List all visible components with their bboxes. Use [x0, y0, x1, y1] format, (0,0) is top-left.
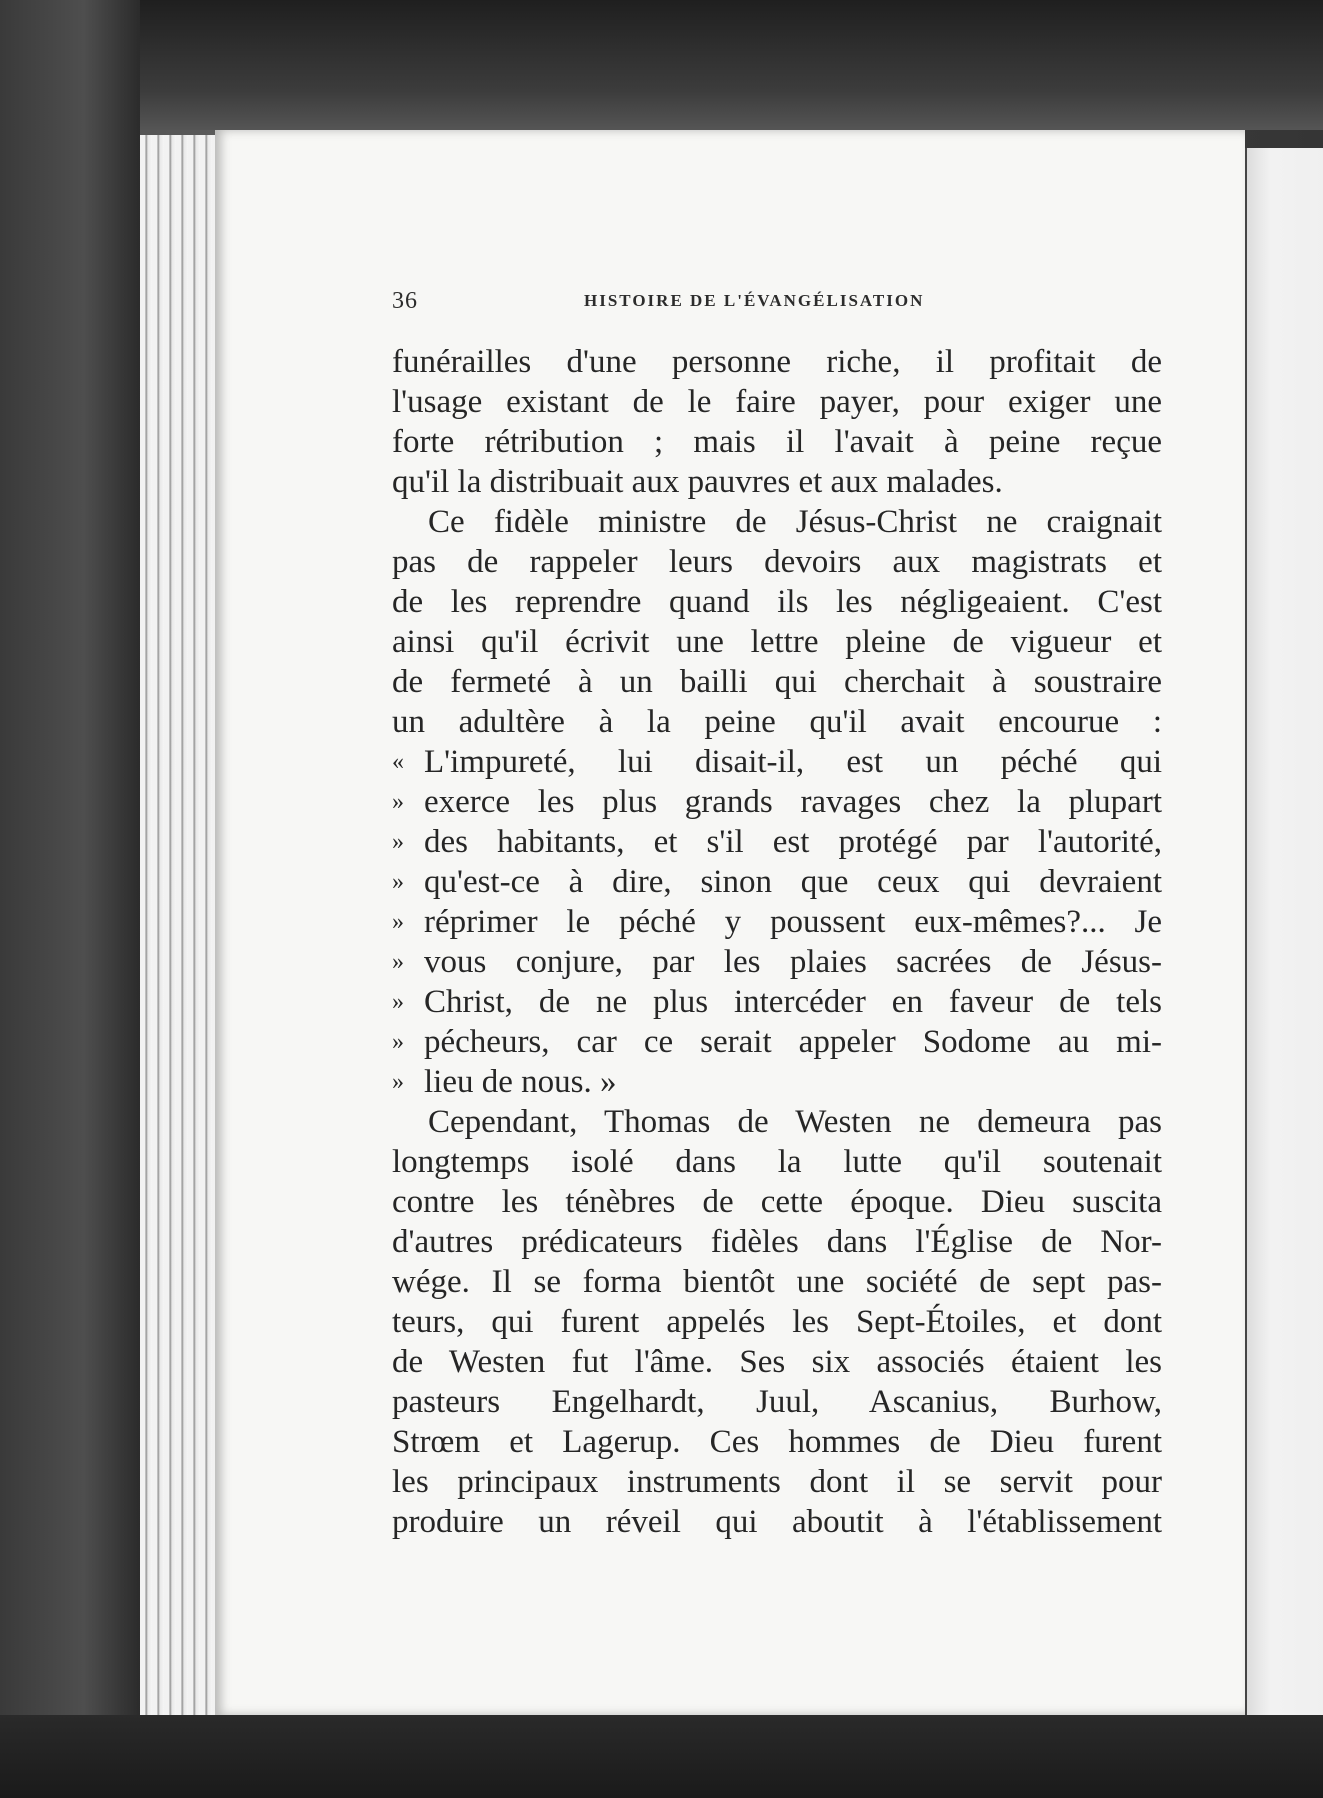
quote-text: lieu de nous. » — [424, 1064, 617, 1100]
text-line: longtemps isolé dans la lutte qu'il soutenait — [392, 1144, 1162, 1180]
text-line: qu'il la distribuait aux pauvres et aux malades. — [392, 464, 1003, 500]
text-line: pasteurs Engelhardt, Juul, Ascanius, Burhow, — [392, 1384, 1162, 1420]
text-line: d'autres prédicateurs fidèles dans l'Église de Nor- — [392, 1224, 1162, 1260]
text-line: pas de rappeler leurs devoirs aux magistrats et — [392, 544, 1162, 580]
paragraph-1 — [392, 342, 1162, 502]
text-line: Ce fidèle ministre de Jésus-Christ ne craignait — [428, 504, 1162, 540]
scan-background-bottom — [0, 1715, 1323, 1798]
quote-line — [392, 942, 1162, 982]
quotation — [392, 742, 1162, 1102]
text-line: les principaux instruments dont il se servit pour — [392, 1464, 1162, 1500]
text-line: Strœm et Lagerup. Ces hommes de Dieu furent — [392, 1424, 1162, 1460]
quote-text: L'impureté, lui disait-il, est un péché qui — [424, 744, 1162, 780]
page-number: 36 — [392, 288, 418, 314]
quote-line — [392, 822, 1162, 862]
text-line: produire un réveil qui aboutit à l'établissement — [392, 1504, 1162, 1540]
text-line: wége. Il se forma bientôt une société de sept pas- — [392, 1264, 1162, 1300]
text-line: Cependant, Thomas de Westen ne demeura pas — [428, 1104, 1162, 1140]
quote-mark: » — [392, 829, 404, 855]
quote-mark: » — [392, 1069, 404, 1095]
quote-text: pécheurs, car ce serait appeler Sodome au mi- — [424, 1024, 1162, 1060]
text-line: de les reprendre quand ils les négligeaient. C'est — [392, 584, 1162, 620]
text-line: de fermeté à un bailli qui cherchait à soustraire — [392, 664, 1162, 700]
quote-line — [392, 782, 1162, 822]
quote-mark: » — [392, 989, 404, 1015]
quote-text: Christ, de ne plus intercéder en faveur de tels — [424, 984, 1162, 1020]
text-line: un adultère à la peine qu'il avait encourue : — [392, 704, 1162, 740]
quote-line — [392, 902, 1162, 942]
body-text — [392, 342, 1162, 1542]
text-line: ainsi qu'il écrivit une lettre pleine de vigueur et — [392, 624, 1162, 660]
paragraph-2 — [392, 502, 1162, 742]
text-line: contre les ténèbres de cette époque. Dieu suscita — [392, 1184, 1162, 1220]
quote-line — [392, 862, 1162, 902]
page-edges-stack — [140, 135, 220, 1715]
scan-background-top — [0, 0, 1323, 130]
text-line: funérailles d'une personne riche, il profitait de — [392, 344, 1162, 380]
quote-mark: » — [392, 869, 404, 895]
quote-line — [392, 742, 1162, 782]
text-line: l'usage existant de le faire payer, pour exiger une — [392, 384, 1162, 420]
quote-mark: » — [392, 949, 404, 975]
running-header — [392, 288, 1152, 318]
running-title: HISTOIRE DE L'ÉVANGÉLISATION — [584, 291, 925, 310]
text-line: forte rétribution ; mais il l'avait à peine reçue — [392, 424, 1162, 460]
quote-mark: » — [392, 789, 404, 815]
paragraph-3 — [392, 1102, 1162, 1542]
quote-text: réprimer le péché y poussent eux-mêmes?... Je — [424, 904, 1162, 940]
quote-mark: » — [392, 909, 404, 935]
quote-text: vous conjure, par les plaies sacrées de Jésus- — [424, 944, 1162, 980]
text-line: teurs, qui furent appelés les Sept-Étoiles, et dont — [392, 1304, 1162, 1340]
quote-line — [392, 982, 1162, 1022]
quote-text: des habitants, et s'il est protégé par l'autorité, — [424, 824, 1162, 860]
text-line: de Westen fut l'âme. Ses six associés étaient les — [392, 1344, 1162, 1380]
quote-text: exerce les plus grands ravages chez la plupart — [424, 784, 1162, 820]
quote-mark: « — [392, 749, 404, 775]
quote-line — [392, 1062, 1162, 1102]
quote-line — [392, 1022, 1162, 1062]
quote-text: qu'est-ce à dire, sinon que ceux qui devraient — [424, 864, 1162, 900]
facing-page-edge — [1245, 148, 1323, 1715]
quote-mark: » — [392, 1029, 404, 1055]
scan-background-left — [0, 0, 140, 1798]
